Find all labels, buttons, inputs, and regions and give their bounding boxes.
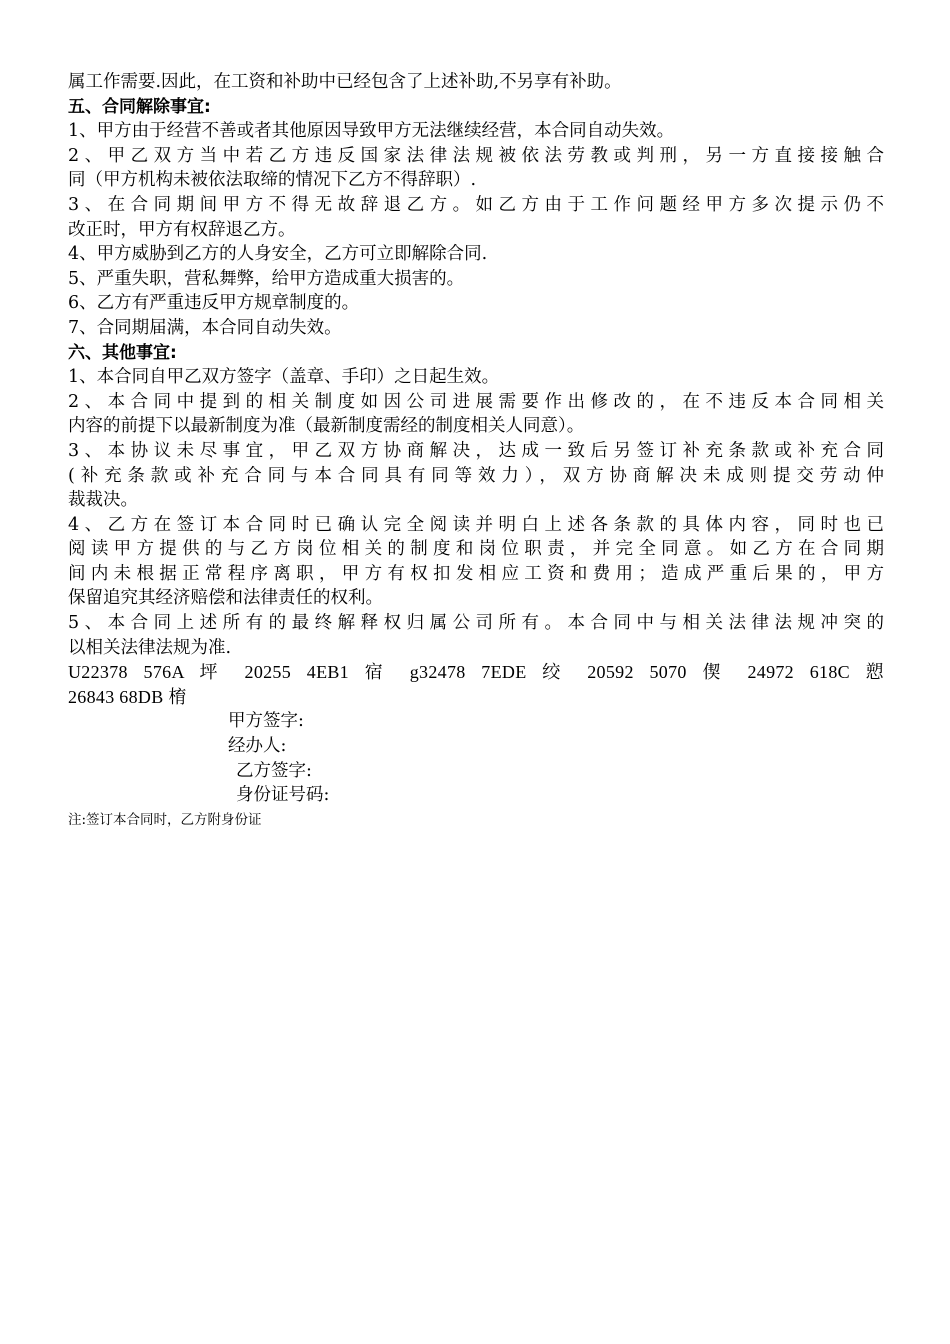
clause-line: 6、乙方有严重违反甲方规章制度的。 (68, 293, 360, 314)
contract-page (68, 70, 884, 830)
clause-line: 同（甲方机构未被依法取缔的情况下乙方不得辞职）. (68, 170, 477, 191)
clause-line: 以相关法律法规为准. (68, 637, 232, 658)
clause-line: (补充条款或补充合同与本合同具有同等效力），双方协商解决未成则提交劳动仲 (68, 465, 884, 486)
code-line: U22378 576A 坪 20255 4EB1 宿 g32478 7EDE 绞 20592 5070 偰 24972 618C 愬 (68, 662, 884, 683)
footnote: 注:签订本合同时，乙方附身份证 (68, 811, 262, 828)
id-number-label: 身份证号码: (236, 785, 330, 806)
clause-line: 内容的前提下以最新制度为准（最新制度需经的制度相关人同意）。 (68, 416, 585, 437)
clause-line: 5、本合同上述所有的最终解释权归属公司所有。本合同中与相关法律法规冲突的 (68, 613, 884, 634)
section-6-heading: 六、其他事宜: (68, 342, 177, 363)
clause-line: 裁裁决。 (68, 490, 138, 511)
text-line: 属工作需要.因此，在工资和补助中已经包含了上述补助,不另享有补助。 (68, 72, 622, 92)
clause-line: 保留追究其经济赔偿和法律责任的权利。 (68, 588, 383, 609)
clause-line: 7、合同期届满，本合同自动失效。 (68, 317, 342, 338)
clause-line: 3、在合同期间甲方不得无故辞退乙方。如乙方由于工作问题经甲方多次提示仍不 (68, 194, 884, 215)
clause-line: 1、本合同自甲乙双方签字（盖章、手印）之日起生效。 (68, 367, 500, 388)
clause-line: 4、甲方威胁到乙方的人身安全，乙方可立即解除合同. (68, 244, 488, 265)
clause-line: 阅读甲方提供的与乙方岗位相关的制度和岗位职责，并完全同意。如乙方在合同期 (68, 539, 884, 560)
section-5-heading: 五、合同解除事宜: (68, 96, 211, 117)
clause-line: 3、本协议未尽事宜，甲乙双方协商解决，达成一致后另签订补充条款或补充合同 (68, 440, 884, 461)
party-a-signature-label: 甲方签字: (228, 711, 304, 732)
handler-label: 经办人: (228, 736, 287, 757)
clause-line: 2、本合同中提到的相关制度如因公司进展需要作出修改的，在不违反本合同相关 (68, 391, 884, 412)
clause-line: 4、乙方在签订本合同时已确认完全阅读并明白上述各条款的具体内容，同时也已 (68, 514, 884, 535)
clause-line: 5、严重失职，营私舞弊，给甲方造成重大损害的。 (68, 268, 465, 289)
clause-line: 2、甲乙双方当中若乙方违反国家法律法规被依法劳教或判刑，另一方直接接触合 (68, 145, 884, 166)
code-line: 26843 68DB 棛 (68, 686, 187, 707)
party-b-signature-label: 乙方签字: (236, 760, 312, 781)
clause-line: 1、甲方由于经营不善或者其他原因导致甲方无法继续经营，本合同自动失效。 (68, 121, 675, 142)
clause-line: 间内未根据正常程序离职，甲方有权扣发相应工资和费用；造成严重后果的，甲方 (68, 563, 884, 584)
clause-line: 改正时，甲方有权辞退乙方。 (68, 219, 296, 240)
